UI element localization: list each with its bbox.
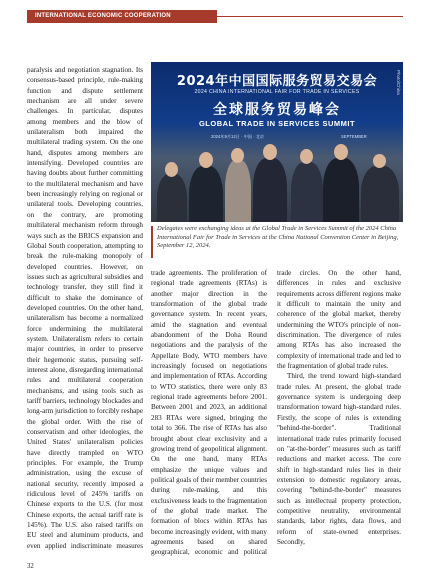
photo-caption: Delegates were exchanging ideas at the Global Trade in Services Summit of the 2024 China International Fair for Trade in Services at the China National Convention Center in Beijing, September 12, 2024.	[157, 225, 399, 250]
section-title: INTERNATIONAL ECONOMIC COOPERATION	[35, 13, 171, 19]
paragraph: trade circles. On the other hand, differences in rules and exclusive requirements across different regions make it difficult to maintain the unity and coherence of the global market, thereby undermining the WTO's principle of non-discrimination. The divergence of rules among RTAs has also increased the complexity of international trade and led to the fragmentation of global trade rules.	[277, 269, 401, 371]
article-column-3	[277, 268, 401, 556]
page-number: 32	[27, 563, 34, 570]
delegate-figure	[253, 158, 287, 222]
delegate-head	[199, 152, 213, 168]
section-header	[27, 10, 217, 23]
photo-credit: Photo/China	[396, 70, 401, 95]
delegate-figure	[291, 162, 323, 222]
delegate-head	[263, 144, 277, 160]
photo-banner-english-summit: GLOBAL TRADE IN SERVICES SUMMIT	[198, 119, 356, 128]
delegate-figure	[157, 174, 187, 222]
photo-banner-chinese-title: 2024年中国国际服务贸易交易会	[176, 74, 378, 89]
delegate-head	[300, 149, 313, 164]
delegate-head	[334, 144, 348, 160]
delegate-figure	[189, 166, 223, 222]
paragraph: Third, the trend toward high-standard trade rules. At present, the global trade governance system is undergoing deep transformation toward high-standard rules. Firstly, the scope of rules is extending "behind-the-border". Traditional international trade rules primarily focused on "at-the-border" measures such as tariff reductions and market access. The core shift in high-standard rules lies in their extension to domestic regulatory areas, covering "behind-the-border" measures such as intellectual property protection, competitive neutrality, environmental standards, labor rights, data flows, and reform of state-owned enterprises. Secondly,	[277, 372, 401, 546]
delegate-head	[165, 162, 178, 177]
photo-banner-chinese-summit: 全球服务贸易峰会	[213, 102, 341, 118]
paragraph: paralysis and negotiation stagnation. Its consensus-based principle, rule-making function and dispute settlement mechanism are all under severe challenges. In particular, disputes among members and the blow of unilateralism both impaired the multilateral trading system. On the one hand, disputes among members are intensifying. Developed countries are having doubts about further committing to the multilateral mechanism and have been increasingly relying on regional or unilateral tools. Developing countries, on the contrary, are promoting multilateral mechanism reform through ways such as the BRICS expansion and Global South cooperation, attempting to break the rule-making monopoly of developed countries. However, on issues such as agricultural subsidies and technology transfer, they still find it difficult to shake the dominance of developed countries. On the other hand, unilateralism has become a normalized force undermining the multilateral system. Unilateralism refers to certain major countries, in order to preserve their hegemonic status, pursuing self-interest alone, disregarding international rules and multilateral cooperation mechanisms, and using tools such as tariff barriers, technology blockades and long-arm jurisdiction to forcibly reshape the global order. With the rise of conservatism and other ideologies, the United States' unilateralism policies have directly trampled on WTO principles. For example, the Trump administration, using the excuse of national security, recently imposed a ridiculous level of 245% tariffs on Chinese exports to the U.S. (for most Chinese exports, the actual tariff rate is 145%). The U.S. also raised tariffs on EU steel and aluminum products, and even applied indiscriminate measures	[27, 66, 143, 550]
header-rule	[217, 16, 403, 17]
delegate-head	[231, 148, 244, 163]
delegate-figure	[225, 160, 251, 222]
summit-photo	[151, 62, 403, 222]
paragraph: trade agreements. The proliferation of regional trade agreements (RTAs) is another major direction in the transformation of the global trade governance system. In recent years, amid the stagnation and eventual abandonment of the Doha Round negotiations and the paralysis of the Appellate Body, WTO members have increasingly focused on negotiations and implementation of RTAs. According to WTO statistics, there were only 83 regional trade agreements before 2001. Between 2001 and 2023, an additional 283 RTAs were signed, bringing the total to 366. The rise of RTAs has also brought about clear exclusivity and a growing trend of geopolitical alignment. On the one hand, many RTAs emphasize the unique values and political goals of their member countries during rule-making, and this exclusiveness leads to the fragmentation of the global trade market. The formation of blocs within RTAs has become increasingly evident, with many agreements based on shared geographical, economic and political	[151, 269, 267, 556]
photo-banner-side-text: SEPTEMBER	[341, 134, 367, 139]
delegate-figure	[323, 158, 359, 222]
photo-banner-date: 2024年9月12日 · 中国 · 北京	[211, 134, 265, 139]
article-column-2	[151, 268, 267, 556]
photo-banner-english-title: 2024 CHINA INTERNATIONAL FAIR FOR TRADE IN SERVICES	[194, 89, 360, 95]
article-column-1	[27, 65, 143, 553]
delegate-figure	[361, 166, 399, 222]
caption-accent-bar	[151, 226, 153, 258]
delegate-head	[373, 154, 386, 168]
